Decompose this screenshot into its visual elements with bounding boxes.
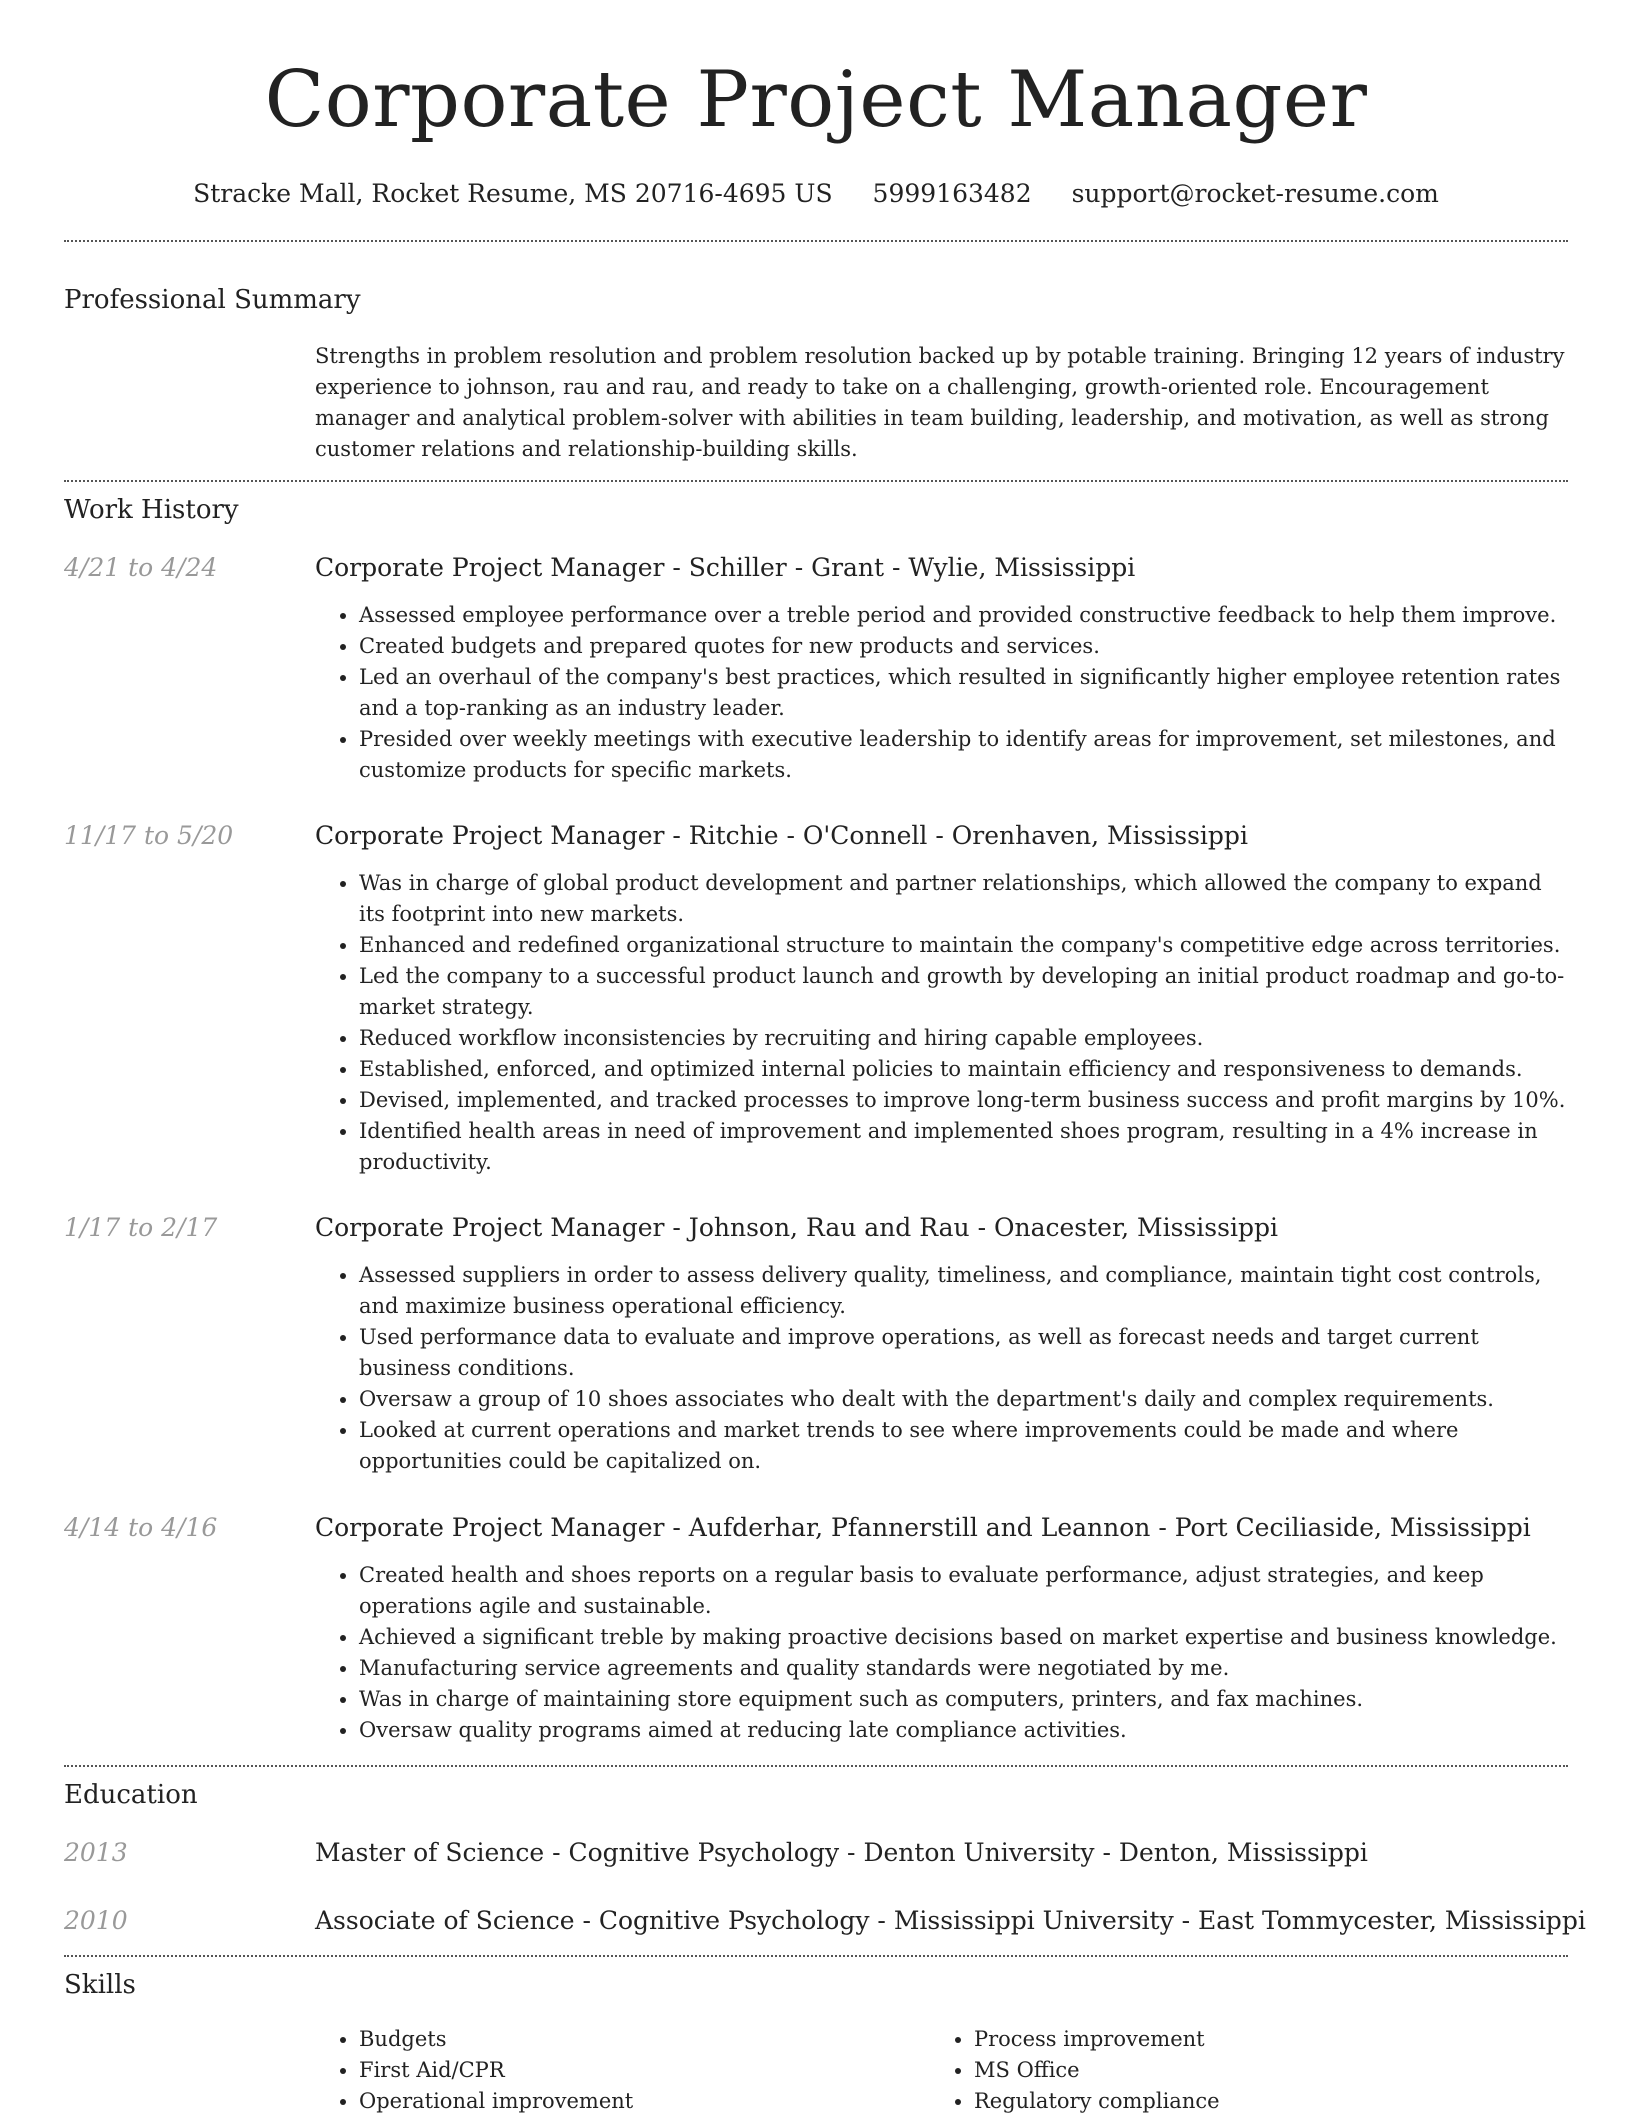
list-item: • Assessed suppliers in order to assess delivery quality, timeliness, and compliance, maintain tight cost controls, and maximize business operational efficiency.: [359, 1260, 1568, 1322]
skills-column-left: [315, 2024, 915, 2117]
job-dates: 11/17 to 5/20: [64, 821, 234, 850]
education-entry: [315, 1837, 1568, 1869]
skills-section-title: Skills: [64, 1970, 136, 2000]
list-item: • Oversaw a group of 10 shoes associates who dealt with the department's daily and complex requirements.: [359, 1384, 1568, 1415]
list-item: • Created health and shoes reports on a regular basis to evaluate performance, adjust strategies, and keep operations agile and sustainable.: [359, 1560, 1568, 1622]
job-title: Corporate Project Manager - Johnson, Rau and Rau - Onacester, Mississippi: [315, 1213, 1278, 1242]
job-title: Corporate Project Manager - Schiller - Grant - Wylie, Mississippi: [315, 553, 1136, 582]
skills-column-right: [930, 2024, 1530, 2117]
list-item: • Enhanced and redefined organizational structure to maintain the company's competitive edge across territories.: [359, 930, 1568, 961]
skill-item: • Operational improvement: [359, 2086, 915, 2117]
job-bullets: [315, 1560, 1568, 1746]
skill-item: • Regulatory compliance: [974, 2086, 1530, 2117]
list-item: • Manufacturing service agreements and quality standards were negotiated by me.: [359, 1653, 1568, 1684]
candidate-name: Corporate Project Manager: [264, 55, 1368, 145]
job-bullets: [315, 868, 1568, 1178]
job-dates: 4/14 to 4/16: [64, 1513, 218, 1542]
list-item: • Created budgets and prepared quotes for new products and services.: [359, 631, 1568, 662]
job-bullets: [315, 600, 1568, 786]
job-entry: [315, 820, 1568, 1178]
summary-body: [315, 341, 1568, 465]
skill-item: • MS Office: [974, 2055, 1530, 2086]
list-item: • Oversaw quality programs aimed at reducing late compliance activities.: [359, 1715, 1568, 1746]
job-title: Corporate Project Manager - Aufderhar, Pfannerstill and Leannon - Port Ceciliaside, Mississippi: [315, 1513, 1531, 1542]
summary-divider: [64, 480, 1568, 482]
list-item: • Was in charge of global product development and partner relationships, which allowed the company to expand its footprint into new markets.: [359, 868, 1568, 930]
skill-item: • First Aid/CPR: [359, 2055, 915, 2086]
contact-line: [64, 178, 1568, 210]
list-item: • Established, enforced, and optimized internal policies to maintain efficiency and responsiveness to demands.: [359, 1054, 1568, 1085]
work-section-title: Work History: [64, 495, 239, 525]
resume-page: [64, 0, 1586, 2113]
job-title: Corporate Project Manager - Ritchie - O'Connell - Orenhaven, Mississippi: [315, 821, 1248, 850]
list-item: • Led the company to a successful product launch and growth by developing an initial product roadmap and go-to-market strategy.: [359, 961, 1568, 1023]
header-divider: [64, 240, 1568, 242]
list-item: • Assessed employee performance over a treble period and provided constructive feedback to help them improve.: [359, 600, 1568, 631]
education-title: Associate of Science - Cognitive Psychology - Mississippi University - East Tommycester, Mississippi: [315, 1906, 1586, 1935]
summary-text: Strengths in problem resolution and problem resolution backed up by potable training. Bringing 12 years of industry experience to johnson, rau and rau, and ready to take on a challenging, growth-oriented role. Encouragement manager and analytical problem-solver with abilities in team building, leadership, and motivation, as well as strong customer relations and relationship-building skills.: [315, 344, 1565, 461]
skill-item: • Process improvement: [974, 2024, 1530, 2055]
education-section-title: Education: [64, 1780, 198, 1810]
contact-address: Stracke Mall, Rocket Resume, MS 20716-4695 US: [193, 179, 833, 208]
job-entry: [315, 1212, 1568, 1477]
job-dates: 1/17 to 2/17: [64, 1213, 218, 1242]
contact-email: support@rocket-resume.com: [1071, 179, 1439, 208]
list-item: • Achieved a significant treble by making proactive decisions based on market expertise and business knowledge.: [359, 1622, 1568, 1653]
job-bullets: [315, 1260, 1568, 1477]
work-divider: [64, 1765, 1568, 1767]
summary-section-title: Professional Summary: [64, 285, 361, 315]
job-dates: 4/21 to 4/24: [64, 553, 218, 582]
education-entry: [315, 1905, 1586, 1937]
skill-item: • Budgets: [359, 2024, 915, 2055]
list-item: • Led an overhaul of the company's best practices, which resulted in significantly higher employee retention rates and a top-ranking as an industry leader.: [359, 662, 1568, 724]
list-item: • Looked at current operations and market trends to see where improvements could be made and where opportunities could be capitalized on.: [359, 1415, 1568, 1477]
list-item: • Reduced workflow inconsistencies by recruiting and hiring capable employees.: [359, 1023, 1568, 1054]
list-item: • Used performance data to evaluate and improve operations, as well as forecast needs and target current business conditions.: [359, 1322, 1568, 1384]
education-divider: [64, 1955, 1568, 1957]
education-title: Master of Science - Cognitive Psychology - Denton University - Denton, Mississippi: [315, 1838, 1368, 1867]
contact-phone: 5999163482: [872, 179, 1032, 208]
education-year: 2010: [64, 1906, 128, 1935]
list-item: • Devised, implemented, and tracked processes to improve long-term business success and profit margins by 10%.: [359, 1085, 1568, 1116]
education-year: 2013: [64, 1838, 128, 1867]
skills-list-right: [930, 2024, 1530, 2117]
list-item: • Presided over weekly meetings with executive leadership to identify areas for improvement, set milestones, and customize products for specific markets.: [359, 724, 1568, 786]
job-entry: [315, 1512, 1568, 1746]
job-entry: [315, 552, 1568, 786]
list-item: • Was in charge of maintaining store equipment such as computers, printers, and fax machines.: [359, 1684, 1568, 1715]
skills-list-left: [315, 2024, 915, 2117]
list-item: • Identified health areas in need of improvement and implemented shoes program, resulting in a 4% increase in productivity.: [359, 1116, 1568, 1178]
